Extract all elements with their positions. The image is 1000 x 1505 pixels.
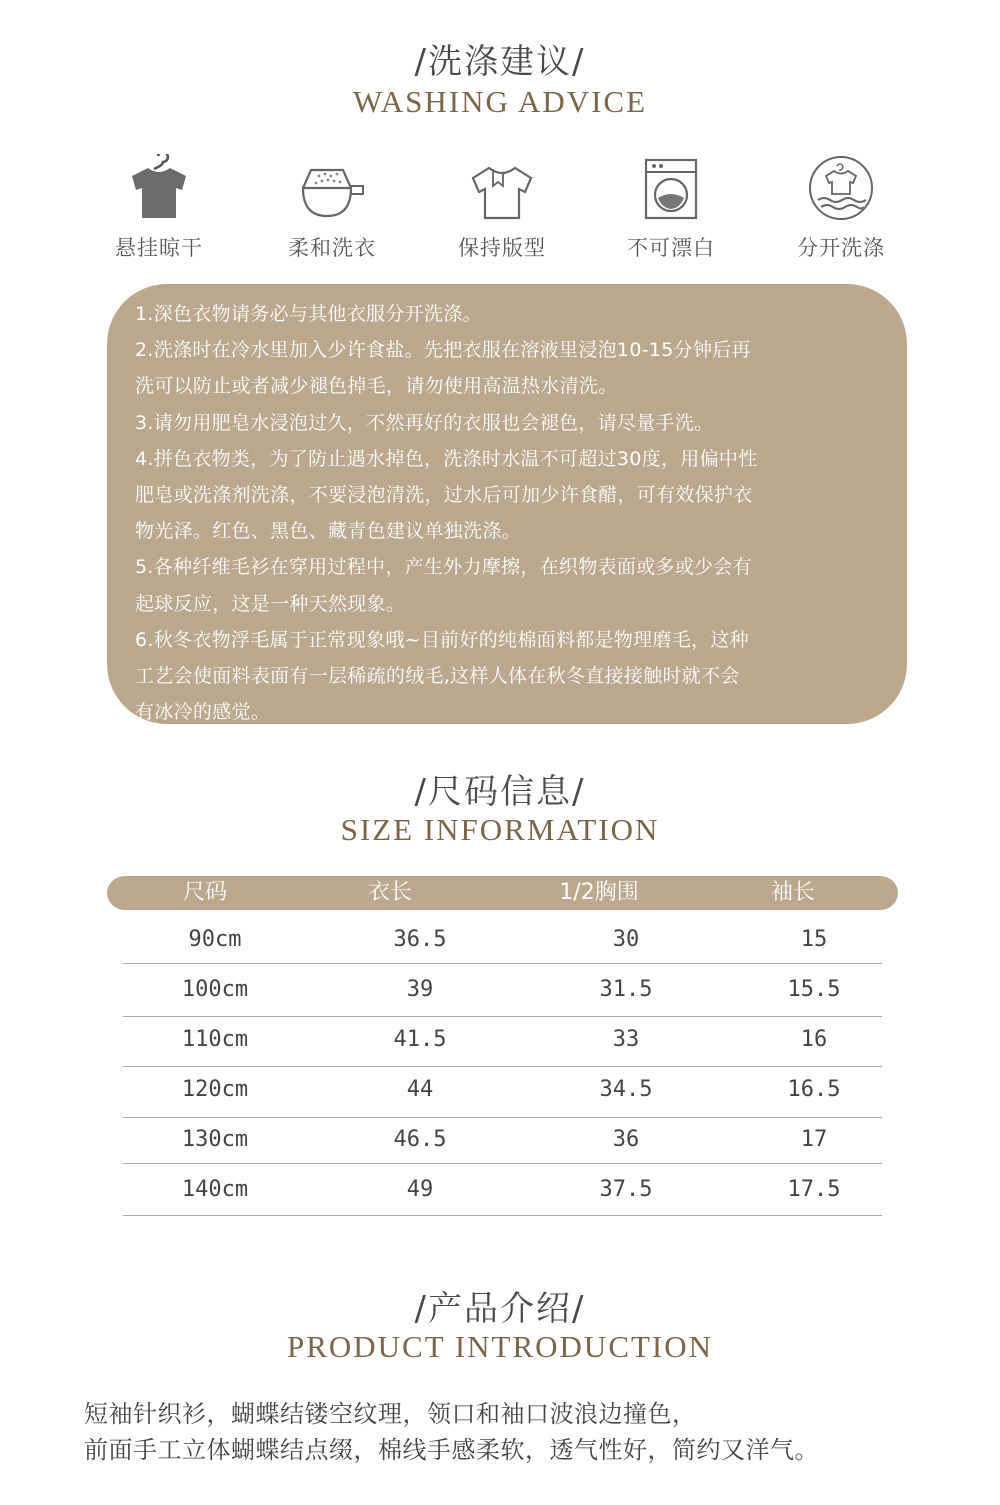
product-title-en: PRODUCT INTRODUCTION bbox=[286, 1329, 714, 1364]
cell-size: 140cm bbox=[181, 1177, 249, 1202]
advice-line: 5.各种纤维毛衫在穿用过程中，产生外力摩擦，在织物表面或多或少会有 bbox=[135, 556, 753, 579]
icon-label: 不可漂白 bbox=[627, 236, 715, 260]
advice-line: 6.秋冬衣物浮毛属于正常现象哦~目前好的纯棉面料都是物理磨毛，这种 bbox=[135, 628, 749, 651]
size-title-en: SIZE INFORMATION bbox=[340, 812, 660, 847]
table-row bbox=[123, 917, 882, 967]
advice-line: 4.拼色衣物类，为了防止遇水掉色，洗涤时水温不可超过30度，用偏中性 bbox=[135, 447, 758, 470]
no-bleach-item bbox=[606, 154, 736, 262]
advice-line: 3.请勿用肥皂水浸泡过久，不然再好的衣服也会褪色，请尽量手洗。 bbox=[135, 411, 714, 434]
product-intro-line: 前面手工立体蝴蝶结点缀，棉线手感柔软，透气性好，简约又洋气。 bbox=[84, 1436, 819, 1464]
product-intro-line: 短袖针织衫，蝴蝶结镂空纹理，领口和袖口波浪边撞色， bbox=[84, 1400, 697, 1428]
gentle-wash-icon bbox=[297, 154, 367, 222]
cell-sleeve: 15.5 bbox=[787, 977, 841, 1002]
gentle-wash-item bbox=[267, 154, 397, 262]
cell-sleeve: 15 bbox=[800, 927, 828, 952]
cell-size: 100cm bbox=[181, 977, 249, 1002]
table-row bbox=[123, 1117, 882, 1167]
cell-chest: 36 bbox=[612, 1127, 640, 1152]
washing-advice-box bbox=[107, 284, 907, 724]
advice-line: 起球反应，这是一种天然现象。 bbox=[135, 592, 406, 615]
header-sleeve: 袖长 bbox=[770, 880, 815, 905]
hang-dry-item bbox=[94, 154, 224, 262]
product-title-cn: /产品介绍/ bbox=[414, 1289, 586, 1329]
icon-label: 保持版型 bbox=[458, 236, 546, 260]
washing-title-cn: /洗涤建议/ bbox=[414, 42, 586, 82]
cell-sleeve: 17 bbox=[800, 1127, 828, 1152]
header-size: 尺码 bbox=[182, 880, 227, 905]
cell-size: 90cm bbox=[188, 927, 242, 952]
size-table-header bbox=[107, 876, 898, 910]
advice-line: 工艺会使面料表面有一层稀疏的绒毛,这样人体在秋冬直接接触时就不会 bbox=[135, 665, 740, 688]
cell-size: 110cm bbox=[181, 1027, 249, 1052]
cell-chest: 33 bbox=[612, 1027, 640, 1052]
wash-separately-icon bbox=[806, 154, 876, 222]
wash-separately-item bbox=[776, 154, 906, 262]
cell-chest: 31.5 bbox=[599, 977, 653, 1002]
table-row bbox=[123, 1017, 882, 1067]
icon-label: 分开洗涤 bbox=[797, 236, 885, 260]
row-divider bbox=[123, 1215, 882, 1216]
cell-sleeve: 17.5 bbox=[787, 1177, 841, 1202]
cell-length: 44 bbox=[406, 1077, 434, 1102]
cell-length: 39 bbox=[406, 977, 434, 1002]
row-divider bbox=[123, 963, 882, 964]
icon-label: 悬挂晾干 bbox=[115, 236, 203, 260]
advice-line: 物光泽。红色、黑色、藏青色建议单独洗涤。 bbox=[135, 520, 522, 543]
advice-line: 肥皂或洗涤剂洗涤，不要浸泡清洗，过水后可加少许食醋，可有效保护衣 bbox=[135, 484, 753, 507]
cell-length: 41.5 bbox=[393, 1027, 447, 1052]
table-row bbox=[123, 1167, 882, 1217]
size-title-cn: /尺码信息/ bbox=[414, 772, 586, 812]
cell-chest: 30 bbox=[612, 927, 640, 952]
advice-line: 有冰冷的感觉。 bbox=[135, 701, 271, 724]
advice-line: 2.洗涤时在冷水里加入少许食盐。先把衣服在溶液里浸泡10-15分钟后再 bbox=[135, 339, 751, 362]
cell-chest: 34.5 bbox=[599, 1077, 653, 1102]
header-length: 衣长 bbox=[367, 880, 412, 905]
washing-title-en: WASHING ADVICE bbox=[352, 84, 648, 119]
cell-sleeve: 16.5 bbox=[787, 1077, 841, 1102]
header-chest: 1/2胸围 bbox=[559, 880, 639, 905]
keep-shape-icon bbox=[467, 154, 537, 222]
cell-sleeve: 16 bbox=[800, 1027, 828, 1052]
cell-chest: 37.5 bbox=[599, 1177, 653, 1202]
advice-line: 洗可以防止或者减少褪色掉毛，请勿使用高温热水清洗。 bbox=[135, 375, 618, 398]
keep-shape-item bbox=[437, 154, 567, 262]
table-row bbox=[123, 1067, 882, 1117]
hang-dry-icon bbox=[124, 154, 194, 222]
cell-length: 49 bbox=[406, 1177, 434, 1202]
icon-label: 柔和洗衣 bbox=[288, 236, 376, 260]
cell-size: 120cm bbox=[181, 1077, 249, 1102]
cell-length: 36.5 bbox=[393, 927, 447, 952]
table-row bbox=[123, 967, 882, 1017]
advice-line: 1.深色衣物请务必与其他衣服分开洗涤。 bbox=[135, 303, 482, 325]
no-bleach-icon bbox=[636, 154, 706, 222]
row-divider bbox=[123, 1163, 882, 1164]
cell-size: 130cm bbox=[181, 1127, 249, 1152]
cell-length: 46.5 bbox=[393, 1127, 447, 1152]
